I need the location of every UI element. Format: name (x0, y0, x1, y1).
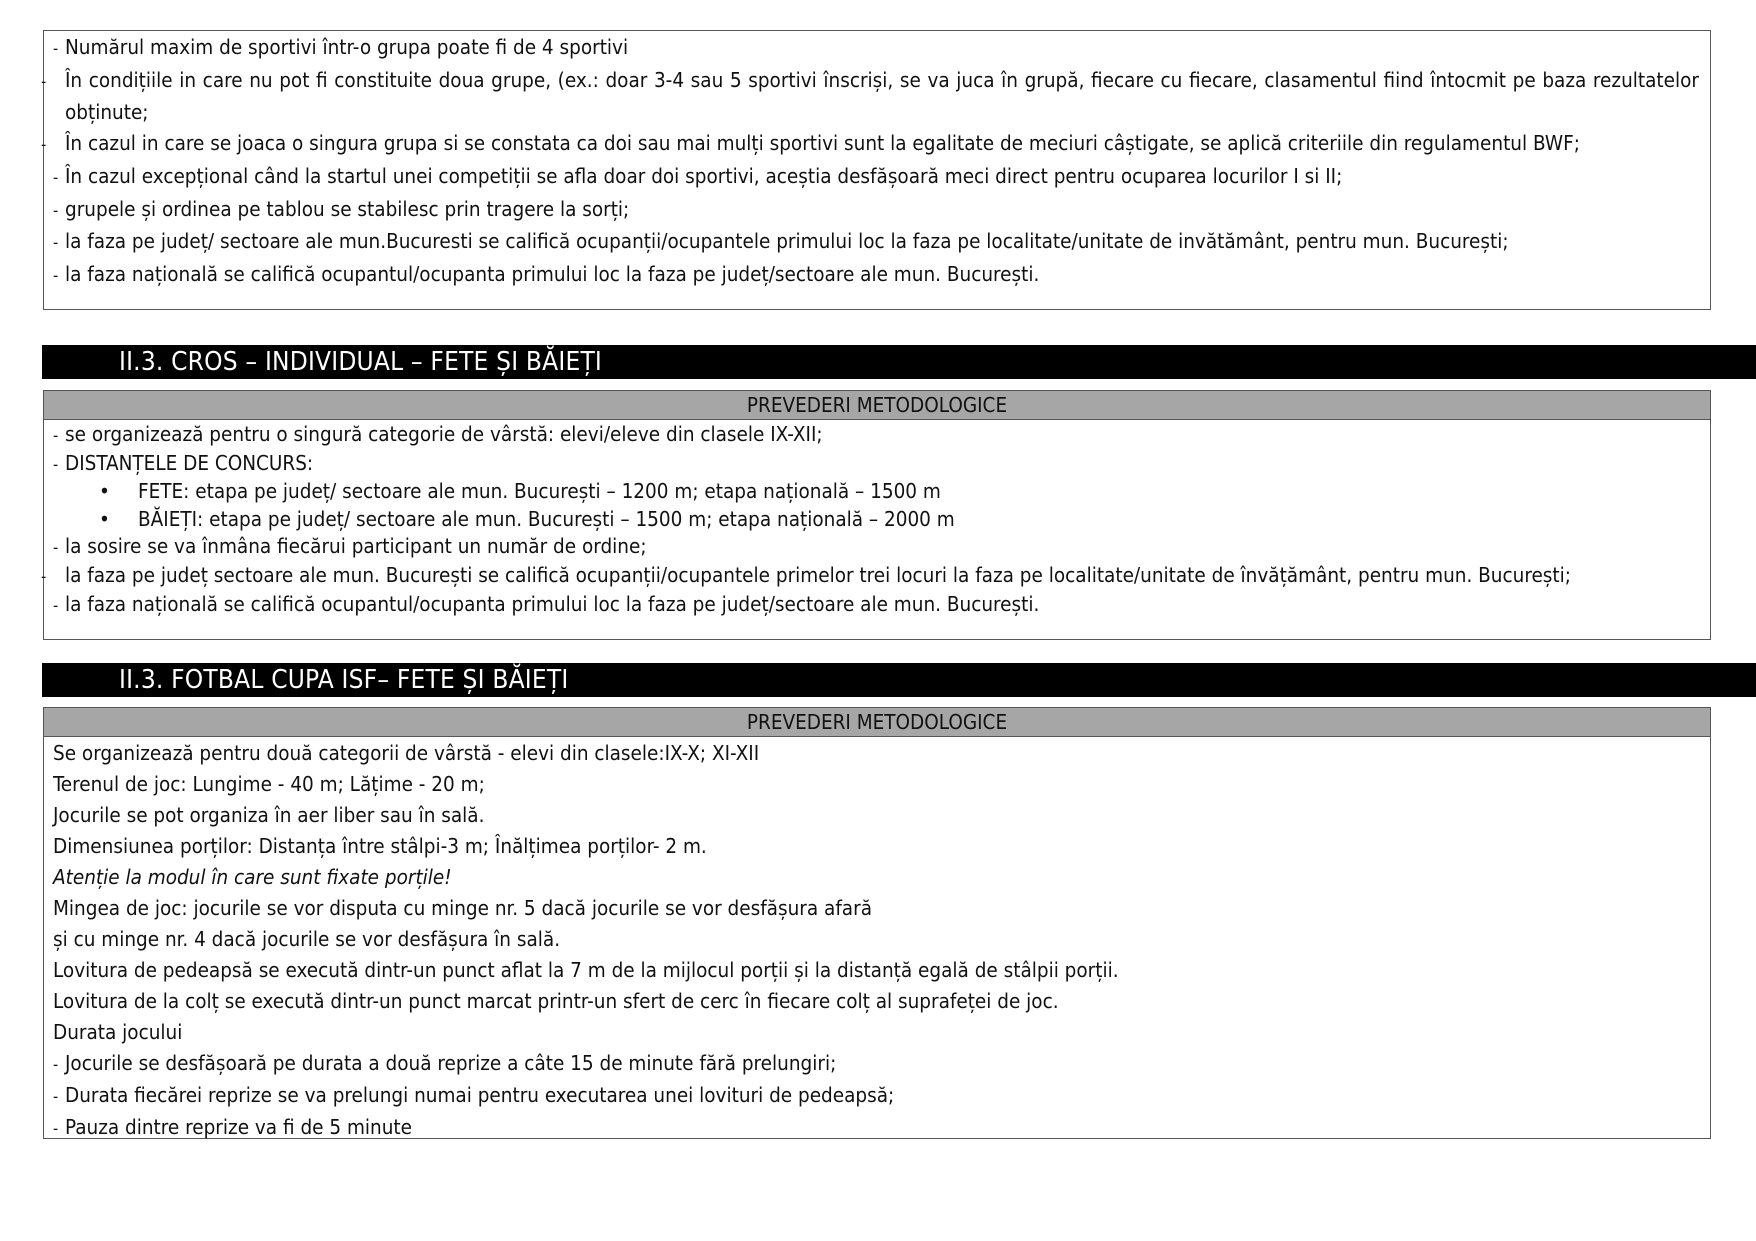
rule-line: - la sosire se va înmâna fiecărui participant un număr de ordine; (53, 534, 647, 559)
bullet-icon: • (99, 506, 110, 531)
rule-line: - la faza pe județ sectoare ale mun. București se califică ocupanții/ocupantele primelor trei locuri la faza pe localitate/unitate de învățământ, pentru mun. București; (41, 562, 1571, 587)
rule-line: - În condițiile in care nu pot fi constituite doua grupe, (ex.: doar 3-4 sau 5 sportivi înscriși, se va juca în grupă, fiecare cu fiecare, clasamentul fiind întocmit pe baza rezultatelor obținute; (41, 67, 1699, 125)
rule-line: Se organizează pentru două categorii de vârstă - elevi din clasele:IX-X; XI-XII (53, 741, 760, 765)
subheading-durata: Durata jocului (53, 1020, 183, 1044)
rule-line: - grupele și ordinea pe tablou se stabilesc prin tragere la sorți; (53, 196, 630, 221)
rule-line: - Durata fiecărei reprize se va prelungi numai pentru executarea unei lovituri de pedeapsă; (53, 1083, 895, 1107)
rule-line: - se organizează pentru o singură categorie de vârstă: elevi/eleve din clasele IX-XII; (53, 422, 823, 446)
rule-line: Mingea de joc: jocurile se vor disputa cu minge nr. 5 dacă jocurile se vor desfășura afară (53, 896, 872, 920)
rule-line: - Numărul maxim de sportivi într-o grupa poate fi de 4 sportivi (53, 35, 629, 59)
rule-line: - În cazul excepțional când la startul unei competiții se afla doar doi sportivi, aceștia desfășoară meci direct pentru ocuparea locurilor I si II; (53, 163, 1343, 188)
table-header: PREVEDERI METODOLOGICE (44, 391, 1710, 420)
rule-line: Jocurile se pot organiza în aer liber sau în sală. (53, 803, 485, 827)
rule-line: - DISTANȚELE DE CONCURS: (53, 450, 314, 475)
section-title-cros: II.3. CROS – INDIVIDUAL – FETE ȘI BĂIEȚI (42, 345, 1756, 379)
rule-line: Lovitura de la colț se execută dintr-un punct marcat printr-un sfert de cerc în fiecare colț al suprafeței de joc. (53, 989, 1059, 1013)
rules-box-fotbal (43, 707, 1711, 1139)
rule-line: - la faza națională se califică ocupantul/ocupanta primului loc la faza pe județ/sectoare ale mun. București. (53, 261, 1040, 286)
rule-line: și cu minge nr. 4 dacă jocurile se vor desfășura în sală. (53, 927, 561, 951)
bullet-icon: • (99, 479, 110, 504)
rule-line: - Jocurile se desfășoară pe durata a două reprize a câte 15 de minute fără prelungiri; (53, 1051, 837, 1075)
rule-line: - Pauza dintre reprize va fi de 5 minute (53, 1115, 412, 1139)
bullet-item-fete: • FETE: etapa pe județ/ sectoare ale mun. București – 1200 m; etapa națională – 1500 m (53, 478, 1699, 506)
table-header: PREVEDERI METODOLOGICE (44, 708, 1710, 737)
section-title-fotbal: II.3. FOTBAL CUPA ISF– FETE ȘI BĂIEȚI (42, 663, 1756, 697)
rules-box-cros (43, 390, 1711, 640)
rule-line: - la faza pe județ/ sectoare ale mun.Bucuresti se califică ocupanții/ocupantele primului loc la faza pe localitate/unitate de invătământ, pentru mun. București; (53, 229, 1509, 254)
bullet-item-baieti: • BĂIEȚI: etapa pe județ/ sectoare ale mun. București – 1500 m; etapa națională – 2000 m (53, 506, 1699, 534)
rule-line: - În cazul in care se joaca o singura grupa si se constata ca doi sau mai mulți sportivi sunt la egalitate de meciuri câștigate, se aplică criteriile din regulamentul BWF; (41, 131, 1580, 156)
rules-box-previous-section (43, 30, 1711, 310)
rule-line: - la faza națională se califică ocupantul/ocupanta primului loc la faza pe județ/sectoare ale mun. București. (53, 591, 1040, 616)
rule-line: Terenul de joc: Lungime - 40 m; Lățime - 20 m; (53, 772, 485, 796)
rule-line: Dimensiunea porților: Distanța între stâlpi-3 m; Înălțimea porților- 2 m. (53, 834, 707, 858)
warning-note: Atenție la modul în care sunt fixate porțile! (53, 865, 452, 889)
rule-line: Lovitura de pedeapsă se execută dintr-un punct aflat la 7 m de la mijlocul porții și la distanță egală de stâlpii porții. (53, 958, 1119, 982)
